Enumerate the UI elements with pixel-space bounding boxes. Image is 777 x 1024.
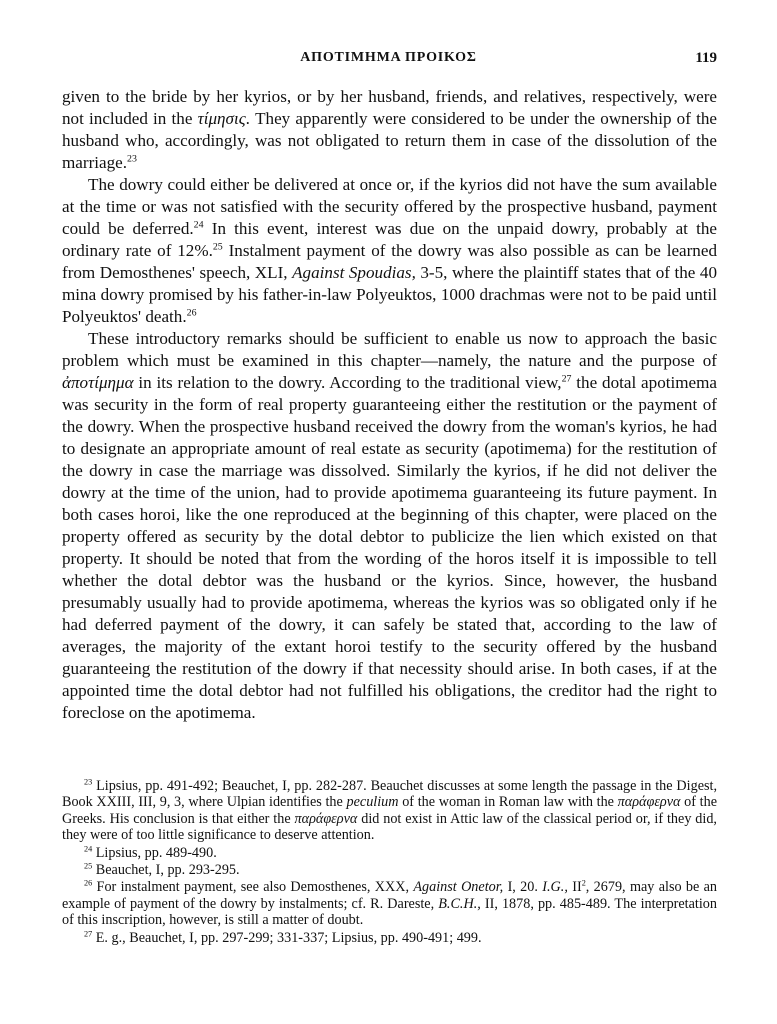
greek-term: παράφερνα — [617, 794, 681, 811]
footnote-number: 25 — [84, 861, 93, 871]
footnote-26: $^{26}$ For instalment payment, see also Demosthenes, XXX, Against Onetor, I, 20. I.G., $II^2$, 2679, may also be an example of payment of the dowry by instalments; cf. R. Dareste, B.C.H., II, 1878, pp. 485-489. The interpretation of this inscription, however, is still a matter of doubt. — [62, 878, 718, 929]
footnote-25: $^{25}$ Beauchet, I, pp. 293-295. — [84, 861, 240, 879]
running-title: ΑΠΟΤΙΜΗΜΑ ΠΡΟΙΚΟΣ — [300, 50, 477, 65]
footnote-number: 27 — [84, 928, 93, 938]
greek-term: τίμησις — [197, 109, 246, 128]
footnote-27: $^{27}$ E. g., Beauchet, I, pp. 297-299; 331-337; Lipsius, pp. 490-491; 499. — [84, 928, 482, 946]
work-title: Against Spoudias, — [292, 263, 416, 282]
footnote-ref: 23 — [127, 153, 137, 165]
footnotes — [62, 778, 717, 947]
footnote-24: $^{24}$ Lipsius, pp. 489-490. — [84, 843, 217, 861]
page-number: 119 — [695, 50, 717, 66]
paragraph-1: given to the bride by her kyrios, or by her husband, friends, and relatives, respectively, were not included in the τίμησις. They apparently were considered to be under the ownership of the husband who, accordingly, was not obligated to return them in case of the dissolution of the marriage.$^{23}$ — [62, 87, 717, 172]
footnote-ref: 26 — [186, 307, 197, 319]
footnote-number: 26 — [84, 878, 93, 888]
footnote-number: 24 — [84, 843, 93, 853]
greek-term: παράφερνα — [294, 810, 358, 827]
footnote-number: 23 — [84, 777, 93, 787]
footnote-23: $^{23}$ Lipsius, pp. 491-492; Beauchet, I, pp. 282-287. Beauchet discusses at some length the passage in the Digest, Book XXIII, III, 9, 3, where Ulpian identifies the peculium of the woman in Roman law with the παράφερνα of the Greeks. His conclusion is that either the παράφερνα did not exist in Attic law of the classical period or, if they did, they were of too little significance to deserve attention. — [62, 777, 718, 844]
running-head — [0, 50, 777, 72]
paragraph-3: These introductory remarks should be sufficient to enable us now to approach the basic problem which must be examined in this chapter—namely, the nature and the purpose of ἀποτίμημα in its relation to the dowry. According to the traditional view,$^{27}$ the dotal apotimema was security in the form of real property guaranteeing either the restitution or the payment of the dowry. When the prospective husband received the dowry from the woman's kyrios, he had to designate an appropriate amount of real estate as security (apotimema) for the restitution of the dowry in case the marriage was dissolved. Similarly the kyrios, if he did not deliver the dowry at the time of the union, had to provide apotimema guaranteeing its future payment. In both cases horoi, like the one reproduced at the beginning of this chapter, were placed on the property offered as security by the dotal debtor to publicize the lien which existed on that property. It should be noted that from the wording of the horos itself it is impossible to tell whether the dotal debtor was the husband or the kyrios. Since, however, the husband presumably usually had to provide apotimema, whereas the kyrios was so obligated only if he had deferred payment of the dowry, it can safely be stated that, according to the law of averages, the majority of the extant horoi testify to the security offered by the husband guaranteeing the restitution of the dowry if that necessity should arise. In both cases, if at the appointed time the dotal debtor had not fulfilled his obligations, the creditor had the right to foreclose on the apotimema. — [62, 329, 718, 722]
footnote-ref: 27 — [561, 373, 572, 385]
greek-term: ἀποτίμημα — [62, 373, 134, 392]
body-text — [62, 86, 717, 724]
footnote-ref: 24 — [193, 219, 204, 231]
paragraph-2: The dowry could either be delivered at once or, if the kyrios did not have the sum available at the time or was not satisfied with the security offered by the prospective husband, payment could be deferred.$^{24}$ In this event, interest was due on the unpaid dowry, probably at the ordinary rate of 12%.$^{25}$ Instalment payment of the dowry was also possible as can be learned from Demosthenes' speech, XLI, Against Spoudias, 3-5, where the plaintiff states that of the 40 mina dowry promised by his father-in-law Polyeuktos, 1000 drachmas were not to be paid until Polyeuktos' death.$^{26}$ — [62, 175, 717, 326]
footnote-ref: 25 — [212, 241, 223, 253]
